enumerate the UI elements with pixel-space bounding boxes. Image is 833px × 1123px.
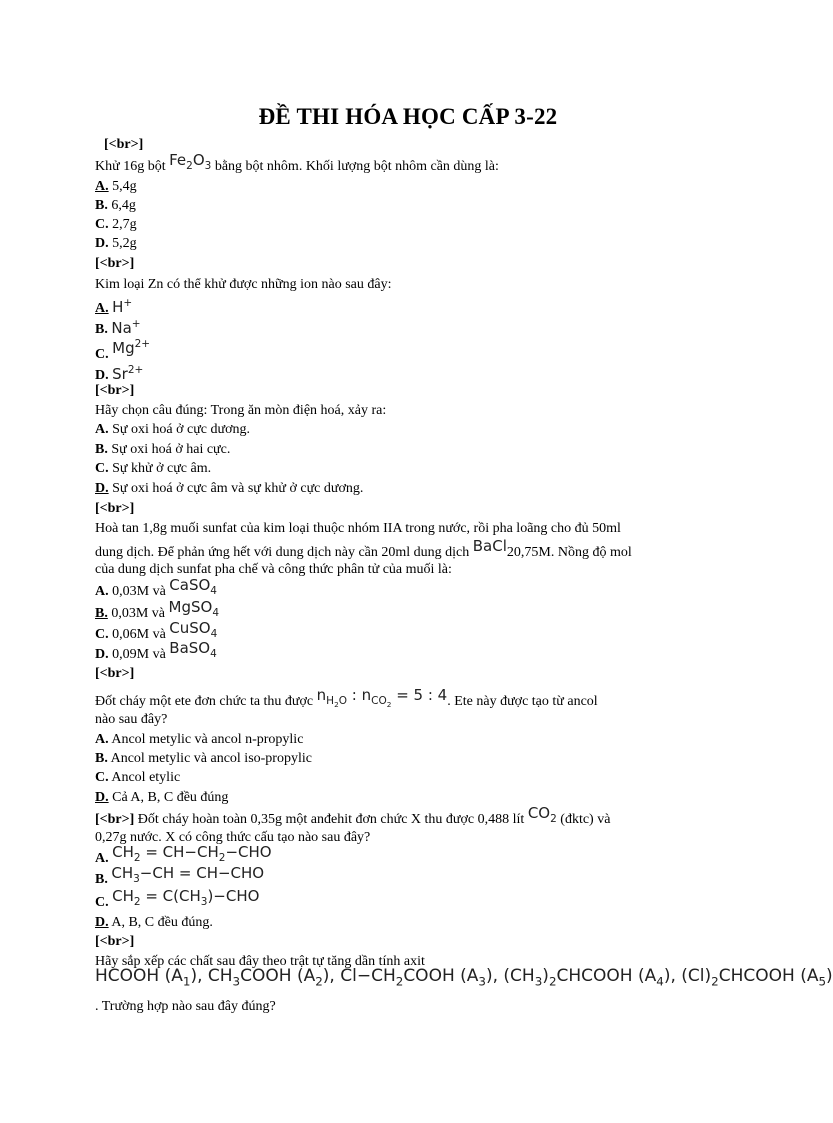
question-7-tail: . Trường hợp nào sau đây đúng? bbox=[95, 999, 276, 1014]
option-text: A, B, C đều đúng. bbox=[111, 915, 213, 930]
option-text: Ancol metylic và ancol iso-propylic bbox=[110, 751, 312, 766]
q1-option-c[interactable] bbox=[95, 216, 137, 233]
q5-option-a[interactable] bbox=[95, 731, 303, 748]
q6-option-c[interactable] bbox=[95, 887, 260, 916]
formula-acid-list: HCOOH $(A_1)$, $CH_3COOH$ $(A_2)$, $Cl-CH_2COOH$ $(A_3)$, $(CH_3)_2CHCOOH$ $(A_4)$, $(Cl)_2CHCOOH$ $(A_5)$ bbox=[95, 966, 833, 989]
option-label: D. bbox=[95, 481, 109, 496]
option-label: C. bbox=[95, 347, 109, 362]
q3-option-b[interactable] bbox=[95, 441, 230, 458]
q1-option-a[interactable] bbox=[95, 178, 137, 195]
option-label: D. bbox=[95, 368, 109, 383]
q3-option-d[interactable] bbox=[95, 480, 363, 497]
option-label: C. bbox=[95, 627, 109, 642]
option-text: Sự oxi hoá ở cực dương. bbox=[112, 422, 251, 437]
formula-fe2o3: $Fe_2O_3$ bbox=[169, 151, 212, 172]
formula-na-plus: Na+ bbox=[111, 318, 141, 337]
q1-option-d[interactable] bbox=[95, 235, 137, 252]
br-tag: [<br>] bbox=[95, 256, 135, 271]
br-tag: [<br>] bbox=[95, 812, 135, 827]
option-text: Sự oxi hoá ở cực âm và sự khử ở cực dương. bbox=[112, 481, 364, 496]
br-tag: [<br>] bbox=[95, 501, 135, 516]
br-tag: [<br>] bbox=[104, 137, 144, 152]
option-label: D. bbox=[95, 790, 109, 805]
formula-h-plus: H+ bbox=[112, 297, 133, 316]
formula-option-b: $CH_3-CH = CH-CHO$ bbox=[111, 864, 265, 885]
option-text: Sự oxi hoá ở hai cực. bbox=[111, 442, 231, 457]
page-title: ĐỀ THI HÓA HỌC CẤP 3-22 bbox=[258, 104, 558, 129]
option-text: Cả A, B, C đều đúng bbox=[112, 790, 229, 805]
q6-option-d[interactable] bbox=[95, 914, 213, 931]
q5-option-d[interactable] bbox=[95, 789, 228, 806]
option-text: 0,09M và bbox=[112, 647, 166, 662]
question-6-text: Đốt cháy hoàn toàn 0,35g một anđehit đơn chức X thu được 0,488 lít bbox=[137, 812, 525, 827]
formula-option-c: $CH_2 = C(CH_3)-CHO$ bbox=[112, 887, 260, 908]
option-label: D. bbox=[95, 915, 109, 930]
question-5-line-1 bbox=[95, 686, 598, 718]
question-4-text: 20,75M. Nồng độ mol bbox=[506, 545, 632, 560]
option-label: B. bbox=[95, 198, 108, 213]
formula-mgso4: MgSO$_4$ bbox=[168, 598, 219, 619]
formula-baso4: BaSO$_4$ bbox=[169, 639, 217, 660]
q5-option-c[interactable] bbox=[95, 769, 180, 786]
option-label: A. bbox=[95, 851, 109, 866]
br-tag: [<br>] bbox=[95, 934, 135, 949]
option-label: A. bbox=[95, 301, 109, 316]
formula-cuso4: CuSO$_4$ bbox=[169, 619, 218, 640]
option-label: C. bbox=[95, 895, 109, 910]
q1-option-b[interactable] bbox=[95, 197, 136, 214]
formula-co2: $CO_2$ bbox=[527, 804, 557, 825]
option-label: A. bbox=[95, 179, 109, 194]
q5-option-b[interactable] bbox=[95, 750, 312, 767]
option-label: D. bbox=[95, 236, 109, 251]
option-label: D. bbox=[95, 647, 109, 662]
option-text: 0,03M và bbox=[111, 606, 166, 621]
formula-caso4: CaSO$_4$ bbox=[169, 576, 217, 597]
option-label: C. bbox=[95, 770, 109, 785]
option-label: B. bbox=[95, 322, 108, 337]
br-tag: [<br>] bbox=[95, 383, 135, 398]
option-text: 2,7g bbox=[112, 217, 137, 232]
option-label: A. bbox=[95, 584, 109, 599]
question-4-line-3: của dung dịch sunfat pha chế và công thức phân tử của muối là: bbox=[95, 562, 452, 577]
option-label: A. bbox=[95, 732, 109, 747]
q3-option-a[interactable] bbox=[95, 421, 250, 438]
br-tag: [<br>] bbox=[95, 666, 135, 681]
formula-bacl: BaCl bbox=[472, 537, 507, 555]
formula-mole-ratio: $n_{H_2O}$ : $n_{CO_2} = 5$ : 4 bbox=[316, 686, 448, 710]
question-1 bbox=[95, 151, 499, 180]
formula-mg2-plus: $Mg^{2+}$ bbox=[112, 338, 151, 357]
option-label: B. bbox=[95, 442, 108, 457]
option-label: C. bbox=[95, 461, 109, 476]
option-label: A. bbox=[95, 422, 109, 437]
question-4-line-2 bbox=[95, 537, 632, 561]
option-text: 0,03M và bbox=[112, 584, 166, 599]
q3-option-c[interactable] bbox=[95, 460, 211, 477]
question-6-text: (đktc) và bbox=[560, 812, 611, 827]
question-1-text-pre: Khử 16g bột bbox=[95, 159, 166, 174]
question-4-text: dung dịch. Để phản ứng hết với dung dịch này cần 20ml dung dịch bbox=[95, 545, 470, 560]
option-label: B. bbox=[95, 872, 108, 887]
question-7-text: Hãy sắp xếp các chất sau đây theo trật tự tăng dần tính axit bbox=[95, 954, 425, 969]
option-text: 6,4g bbox=[111, 198, 136, 213]
q2-option-a[interactable] bbox=[95, 295, 132, 317]
option-text: 5,4g bbox=[112, 179, 137, 194]
option-label: B. bbox=[95, 751, 108, 766]
formula-option-a: $CH_2 = CH-CH_2-CHO$ bbox=[112, 843, 272, 864]
formula-sr2-plus: $Sr^{2+}$ bbox=[112, 364, 144, 383]
question-6-line-2: 0,27g nước. X có công thức cấu tạo nào sau đây? bbox=[95, 830, 371, 845]
option-text: Sự khử ở cực âm. bbox=[112, 461, 212, 476]
option-text: Ancol metylic và ancol n-propylic bbox=[111, 732, 304, 747]
q2-option-d[interactable] bbox=[95, 362, 143, 384]
question-5-text: Đốt cháy một ete đơn chức ta thu được bbox=[95, 694, 314, 709]
option-label: C. bbox=[95, 217, 109, 232]
question-5-text: . Ete này được tạo từ ancol bbox=[447, 694, 598, 709]
question-4-line-1: Hoà tan 1,8g muối sunfat của kim loại thuộc nhóm IIA trong nước, rồi pha loãng cho đủ 50ml bbox=[95, 521, 621, 536]
option-text: 5,2g bbox=[112, 236, 137, 251]
question-2-text: Kim loại Zn có thể khử được những ion nào sau đây: bbox=[95, 277, 392, 292]
option-text: Ancol etylic bbox=[111, 770, 181, 785]
option-text: 0,06M và bbox=[112, 627, 166, 642]
q2-option-b[interactable] bbox=[95, 316, 141, 338]
question-1-text-post: bằng bột nhôm. Khối lượng bột nhôm cần dùng là: bbox=[214, 159, 499, 174]
q2-option-c[interactable] bbox=[95, 338, 151, 363]
question-5-line-2: nào sau đây? bbox=[95, 712, 168, 727]
option-label: B. bbox=[95, 606, 108, 621]
question-3-text: Hãy chọn câu đúng: Trong ăn mòn điện hoá, xảy ra: bbox=[95, 403, 387, 418]
